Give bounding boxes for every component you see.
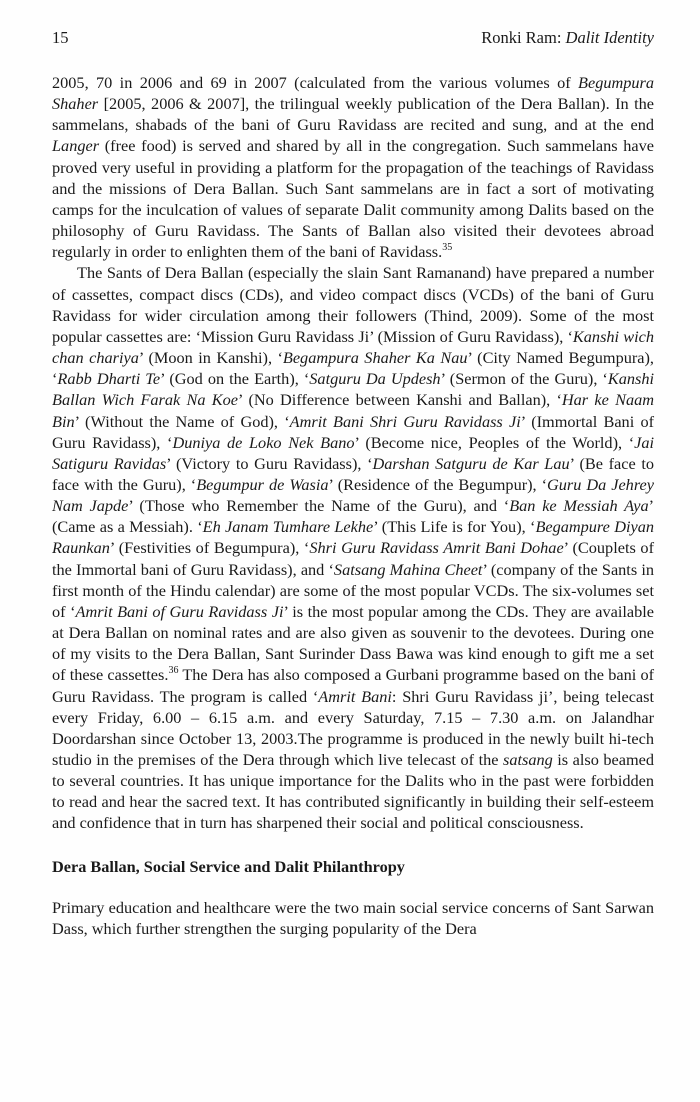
footnote-ref-35[interactable]: 35: [442, 242, 453, 254]
header-author: Ronki Ram:: [481, 28, 562, 47]
body-text: [52, 72, 654, 939]
header-title: Dalit Identity: [565, 28, 654, 47]
paragraph-3: Primary education and healthcare were the two main social service concerns of Sant Sarwan Dass, which further strengthen the surging popularity of the Dera: [52, 897, 654, 938]
paragraph-2: The Sants of Dera Ballan (especially the slain Sant Ramanand) have prepared a number of cassettes, compact discs (CDs), and video compact discs (VCDs) of the bani of Guru Ravidass for wider circulation among their followers (Thind, 2009). Some of the most popular cassettes are: ‘Mission Guru Ravidass Ji’ (Mission of Guru Ravidass), ‘Kanshi wich chan chariya’ (Moon in Kanshi), ‘Begampura Shaher Ka Nau’ (City Named Begumpura), ‘Rabb Dharti Te’ (God on the Earth), ‘Satguru Da Updesh’ (Sermon of the Guru), ‘Kanshi Ballan Wich Farak Na Koe’ (No Difference between Kanshi and Ballan), ‘Har ke Naam Bin’ (Without the Name of God), ‘Amrit Bani Shri Guru Ravidass Ji’ (Immortal Bani of Guru Ravidass), ‘Duniya de Loko Nek Bano’ (Become nice, Peoples of the World), ‘Jai Satiguru Ravidas’ (Victory to Guru Ravidass), ‘Darshan Satguru de Kar Lau’ (Be face to face with the Guru), ‘Begumpur de Wasia’ (Residence of the Begumpur), ‘Guru Da Jehrey Nam Japde’ (Those who Remember the Name of the Guru), and ‘Ban ke Messiah Aya’ (Came as a Messiah). ‘Eh Janam Tumhare Lekhe’ (This Life is for You), ‘Begampure Diyan Raunkan’ (Festivities of Begumpura), ‘Shri Guru Ravidass Amrit Bani Dohae’ (Couplets of the Immortal bani of Guru Ravidass), and ‘Satsang Mahina Cheet’ (company of the Sants in first month of the Hindu calendar) are some of the most popular VCDs. The six-volumes set of ‘Amrit Bani of Guru Ravidass Ji’ is the most popular among the CDs. They are available at Dera Ballan on nominal rates and are also given as souvenir to the devotees. During one of my visits to the Dera Ballan, Sant Surinder Dass Bawa was kind enough to gift me a set of these cassettes.$^{36}$ The Dera has also composed a Gurbani programme based on the bani of Guru Ravidass. The program is called ‘Amrit Bani: Shri Guru Ravidass ji’, being telecast every Friday, 6.00 – 6.15 a.m. and every Saturday, 7.15 – 7.30 a.m. on Jalandhar Doordarshan since October 13, 2003.The programme is produced in the newly built hi-tech studio in the premises of the Dera through which live telecast of the satsang is also beamed to several countries. It has unique importance for the Dalits who in the past were forbidden to read and hear the sacred text. It has contributed significantly in building their self-esteem and confidence that in turn has sharpened their social and political consciousness.: [52, 263, 655, 833]
running-title: [481, 28, 654, 48]
page-number: 15: [52, 28, 69, 47]
section-heading: Dera Ballan, Social Service and Dalit Philanthropy: [52, 856, 405, 876]
running-header: [52, 28, 654, 48]
footnote-ref-36[interactable]: 36: [168, 665, 179, 677]
paragraph-1: 2005, 70 in 2006 and 69 in 2007 (calculated from the various volumes of Begumpura Shaher [2005, 2006 & 2007], the trilingual weekly publication of the Dera Ballan). In the sammelans, shabads of the bani of Guru Ravidass are recited and sung, and at the end Langer (free food) is served and shared by all in the congregation. Such sammelans have proved very useful in providing a platform for the propagation of the teachings of Ravidass and the missions of Dera Ballan. Such Sant sammelans are in fact a sort of motivating camps for the inculcation of values of separate Dalit community among Dalits based on the philosophy of Guru Ravidass. The Sants of Ballan also visited their devotees abroad regularly in order to enlighten them of the bani of Ravidass.$^{35}$: [52, 73, 654, 262]
